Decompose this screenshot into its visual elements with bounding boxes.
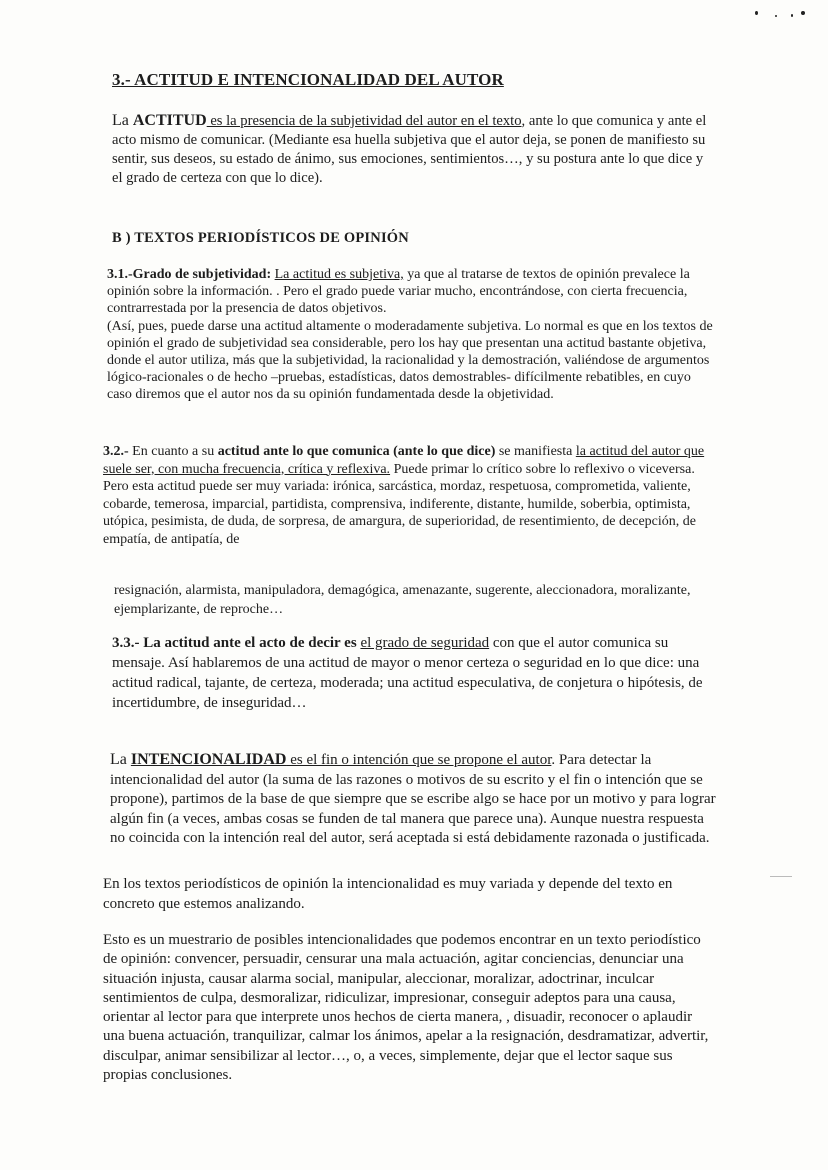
p32-text-2: se manifiesta: [495, 444, 576, 459]
p31-text-1: ya que al tratarse de textos de opinión prevalece la opinión sobre la información. . Pero el grado puede variar mucho, encontrándose, con cierta frecuencia, contrarrestada por la presencia de datos objetivos.: [107, 267, 690, 317]
actitud-definition-underlined: es la presencia de la subjetividad del autor en el texto: [206, 113, 522, 129]
p31-text-2: (Así, pues, puede darse una actitud altamente o moderadamente subjetiva. Lo normal es que en los textos de opinión el grado de subjetividad sea considerable, pero los hay que presentan una actitud bastante objetiva, donde el autor utiliza, más que la subjetividad, la racionalidad y la demostración, valiéndose de argumentos lógico-racionales o de hecho –pruebas, estadísticas, datos demostrables- difícilmente rebatibles, en cuyo caso diremos que el autor nos da su opinión fundamentada desde la objetividad.: [107, 318, 713, 403]
intencionalidad-definition: [110, 750, 720, 849]
paragraph-3-2-continued: resignación, alarmista, manipuladora, demagógica, amenazante, sugerente, aleccionadora, moralizante, ejemplarizante, de reproche…: [114, 583, 691, 617]
p32-bold: actitud ante lo que comunica (ante lo que dice): [217, 444, 496, 459]
page-title: 3.- ACTITUD E INTENCIONALIDAD DEL AUTOR: [112, 70, 504, 89]
actitud-definition-rest: , ante lo que comunica y ante el acto mismo de comunicar. (Mediante esa huella subjetiva que el autor deja, se ponen de manifiesto su sentir, sus deseos, su estado de ánimo, sus emociones, sentimientos…, y su postura ante lo que dice y el grado de certeza con que lo dice).: [112, 113, 707, 186]
p33-text: con que el autor comunica su mensaje. Así hablaremos de una actitud de mayor o menor certeza o seguridad en lo que dice: una actitud radical, tajante, de certeza, moderada; una actitud especulativa, de conjetura o hipótesis, de incertidumbre, de inseguridad…: [112, 635, 703, 711]
margin-mark: [770, 876, 792, 877]
actitud-lead: La: [112, 112, 133, 129]
paragraph-3-2: [103, 443, 715, 549]
paragraph-3-3: [112, 633, 712, 713]
p31-heading: 3.1.-Grado de subjetividad:: [107, 267, 272, 282]
intencion-rest: . Para detectar la intencionalidad del autor (la suma de las razones o motivos de su escrito y el fin o intención que se propone), partimos de la base de que siempre que se escribe algo se hace por un motivo y para lograr algún fin (a veces, ambas cosas se funden de tal manera que parece una). Aunque nuestra respuesta no coincida con la intención real del autor, será aceptada si está debidamente razonada o justificada.: [110, 752, 716, 847]
intencion-underlined: es el fin o intención que se propone el autor: [286, 752, 552, 768]
actitud-definition: [112, 111, 712, 188]
p33-underlined: el grado de seguridad: [360, 635, 490, 651]
p32-number: 3.2.-: [103, 444, 129, 459]
p32-underlined: la actitud del autor que suele ser, con mucha frecuencia, crítica y reflexiva.: [103, 444, 705, 477]
paragraph-opinion: En los textos periodísticos de opinión la intencionalidad es muy variada y depende del texto en concreto que estemos analizando.: [103, 876, 673, 912]
p33-bold: 3.3.- La actitud ante el acto de decir es: [112, 635, 357, 651]
scan-specks: [745, 8, 815, 22]
paragraph-3-1: [107, 266, 717, 404]
intencion-lead: La: [110, 751, 131, 768]
section-heading-b: B ) TEXTOS PERIODÍSTICOS DE OPINIÓN: [112, 230, 409, 246]
p32-text-3: Puede primar lo crítico sobre lo reflexivo o viceversa. Pero esta actitud puede ser muy variada: irónica, sarcástica, mordaz, respetuosa, comprometida, valiente, cobarde, temerosa, imparcial, partidista, comprensiva, indiferente, distante, humilde, soberbia, optimista, utópica, pesimista, de duda, de sorpresa, de amargura, de superioridad, de resentimiento, de decepción, de empatía, de antipatía, de: [103, 461, 696, 547]
paragraph-muestrario: Esto es un muestrario de posibles intencionalidades que podemos encontrar en un texto periodístico de opinión: convencer, persuadir, censurar una mala actuación, agitar conciencias, denunciar una situación injusta, causar alarma social, manipular, aleccionar, moralizar, adoctrinar, inculcar sentimientos de culpa, desmoralizar, ridiculizar, impresionar, conseguir adeptos para una causa, orientar al lector para que interprete unos hechos de cierta manera, , disuadir, reconocer o aplaudir una buena actuación, tranquilizar, calmar los ánimos, apelar a la resignación, desdramatizar, advertir, disculpar, animar sensibilizar al lector…, o, a veces, simplemente, dejar que el lector saque sus propias conclusiones.: [103, 932, 709, 1084]
actitud-term: ACTITUD: [132, 112, 207, 129]
p31-underlined: La actitud es subjetiva,: [274, 267, 404, 282]
p32-text-1: En cuanto a su: [128, 444, 218, 459]
intencion-term: INTENCIONALIDAD: [130, 751, 287, 768]
